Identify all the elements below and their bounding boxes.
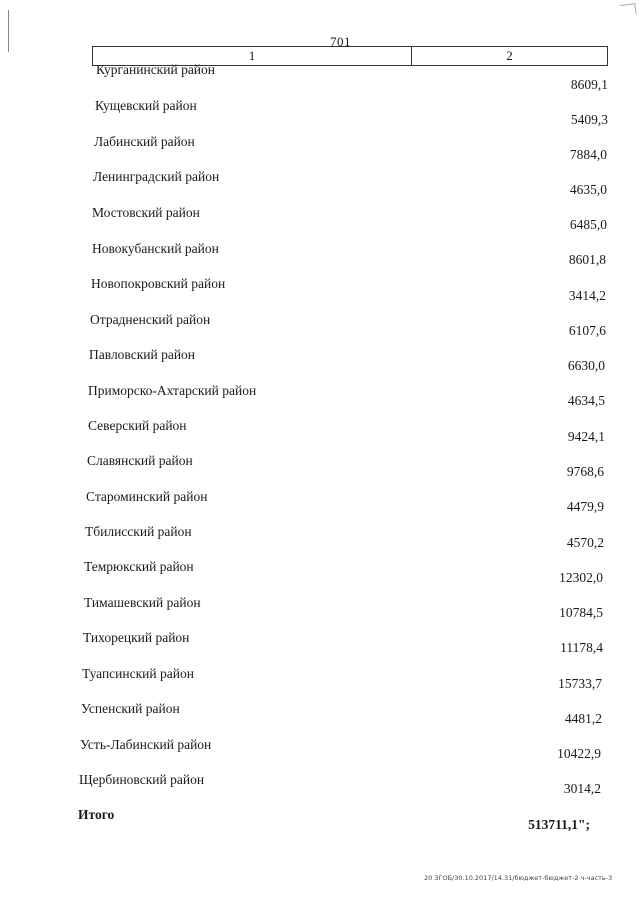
row-value: 11178,4	[560, 640, 603, 655]
row-value: 4570,2	[566, 535, 604, 550]
row-value: 3414,2	[568, 288, 606, 303]
row-label: Ленинградский район	[93, 169, 220, 184]
row-value: 5409,3	[570, 112, 608, 127]
row-value: 8609,1	[570, 77, 608, 92]
row-label: Павловский район	[89, 347, 196, 362]
row-label: Тихорецкий район	[83, 630, 190, 645]
row-value: 9424,1	[567, 429, 605, 444]
row-value: 4481,2	[564, 711, 602, 726]
margin-mark	[8, 10, 9, 52]
row-label: Тбилисский район	[85, 524, 192, 539]
column-header-1: 1	[93, 47, 412, 65]
row-value: 6107,6	[568, 323, 606, 338]
row-value: 6630,0	[567, 358, 605, 373]
row-label: Мостовский район	[92, 205, 200, 220]
row-label: Курганинский район	[96, 62, 216, 77]
row-label: Староминский район	[86, 489, 208, 504]
row-value: 4634,5	[567, 393, 605, 408]
row-label: Северский район	[88, 418, 187, 433]
row-label: Славянский район	[87, 453, 193, 468]
row-label: Кущевский район	[95, 98, 197, 113]
row-label: Тимашевский район	[84, 595, 201, 610]
row-label: Усть-Лабинский район	[80, 737, 212, 752]
row-value: 4479,9	[566, 499, 604, 514]
row-label: Туапсинский район	[82, 666, 194, 681]
footer-note: 20 ЗГОБ/30.10.2017/14.31/бюджет-бюджет-2 ч-часть-3	[424, 874, 613, 882]
row-value: 15733,7	[558, 676, 602, 691]
row-label: Приморско-Ахтарский район	[88, 383, 257, 398]
row-value: 6485,0	[569, 217, 607, 232]
row-label: Темрюкский район	[84, 559, 194, 574]
row-value: 12302,0	[559, 570, 603, 585]
row-value: 3014,2	[563, 781, 601, 796]
row-label: Новопокровский район	[91, 276, 226, 291]
page-number: 701	[330, 34, 351, 49]
row-label: Успенский район	[81, 701, 180, 716]
corner-mark	[620, 3, 636, 16]
column-header-2: 2	[506, 48, 513, 63]
row-value: 10784,5	[559, 605, 603, 620]
row-label: Щербиновский район	[79, 772, 205, 787]
row-label: Отрадненский район	[90, 312, 211, 327]
row-value: 4635,0	[569, 182, 607, 197]
row-label: Лабинский район	[94, 134, 195, 149]
row-label: Новокубанский район	[92, 241, 219, 256]
total-label: Итого	[78, 807, 115, 822]
row-value: 10422,9	[557, 746, 601, 761]
row-value: 9768,6	[566, 464, 604, 479]
total-value: 513711,1";	[528, 817, 590, 832]
row-value: 8601,8	[568, 252, 606, 267]
row-value: 7884,0	[569, 147, 607, 162]
